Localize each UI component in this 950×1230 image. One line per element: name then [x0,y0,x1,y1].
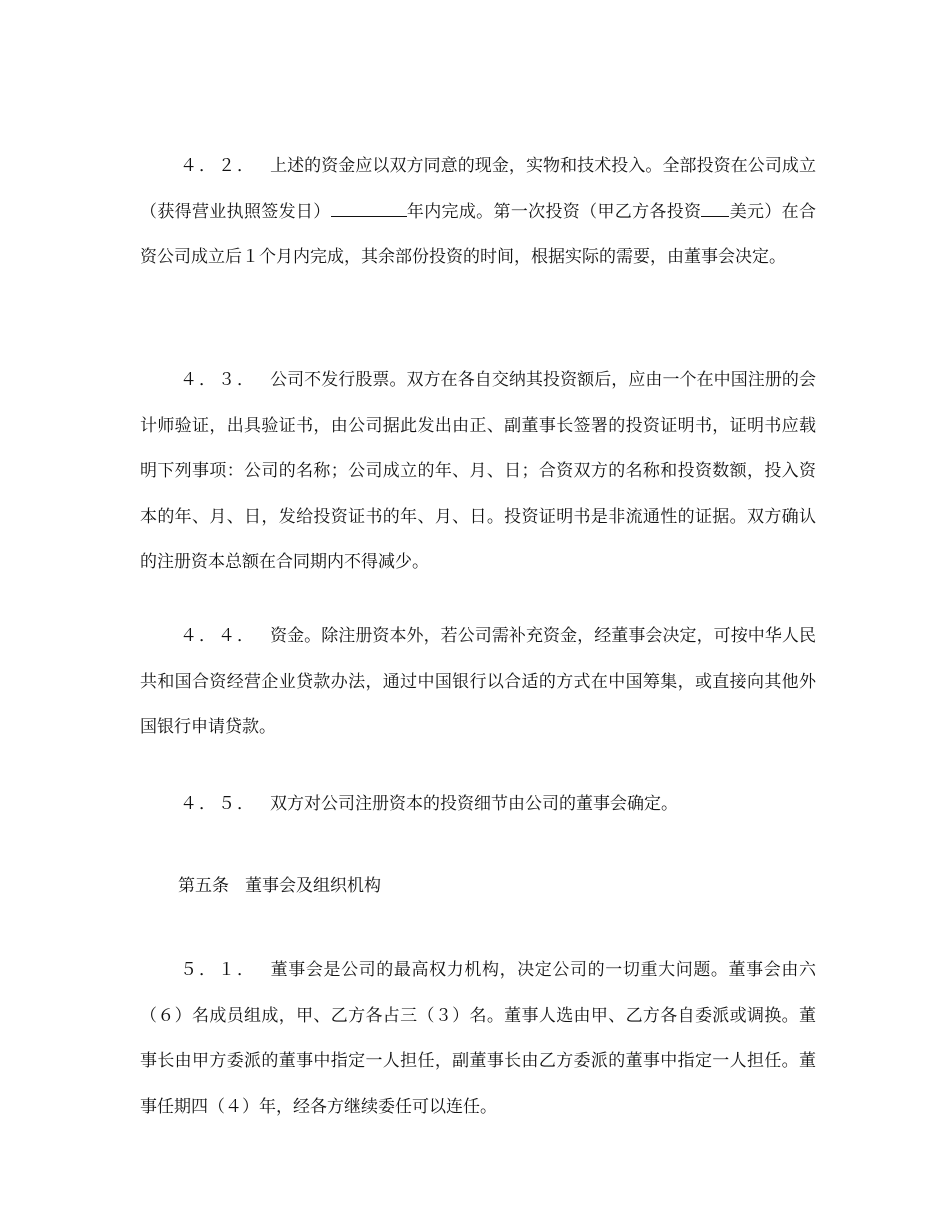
clause-text: 董事会是公司的最高权力机构，决定公司的一切重大问题。董事会由六（６）名成员组成，甲、乙方各占三（３）名。董事人选由甲、乙方各自委派或调换。董事长由甲方委派的董事中指定一人担任，副董事长由乙方委派的董事中指定一人担任。董事任期四（４）年，经各方继续委任可以连任。 [140,960,816,1117]
article-title: 董事会及组织机构 [245,876,381,896]
clause-text-part-c: 美元）在合资公司成立后１个月内完成，其余部份投资的时间，根据实际的需要，由董事会决定。 [140,201,817,267]
clause-text: 资金。除注册资本外，若公司需补充资金，经董事会决定，可按中华人民共和国合资经营企业贷款办法，通过中国银行以合适的方式在中国筹集，或直接向其他外国银行申请贷款。 [140,626,816,737]
clause-number: ５．１． [180,960,256,980]
clause-number: ４．３． [180,370,256,390]
clause-number: ４．５． [180,794,256,814]
clause-text-part-b: 年内完成。第一次投资（甲乙方各投资 [406,201,702,222]
clause-text: 公司不发行股票。双方在各自交纳其投资额后，应由一个在中国注册的会计师验证，出具验证书，由公司据此发出由正、副董事长签署的投资证明书，证明书应载明下列事项：公司的名称；公司成立的年、月、日；合资双方的名称和投资数额，投入资本的年、月、日，发给投资证书的年、月、日。投资证明书是非流通性的证据。双方确认的注册资本总额在合同期内不得减少。 [140,370,816,572]
article-label: 第五条 [178,876,229,896]
paragraph-4-2 [140,144,816,281]
paragraph-5-1 [140,948,816,1130]
clause-text: 双方对公司注册资本的投资细节由公司的董事会确定。 [270,794,678,814]
fill-in-blank-years [331,198,407,217]
paragraph-4-3 [140,358,816,586]
clause-number: ４．２． [180,156,256,176]
fill-in-blank-amount [701,198,729,217]
paragraph-4-5 [140,782,816,828]
article-5-heading [178,874,381,898]
clause-number: ４．４． [180,626,256,646]
clause-text-part-a: 上述的资金应以双方同意的现金，实物和技术投入。全部投资在公司成立（获得营业执照签发日） [140,156,816,222]
paragraph-4-4 [140,614,816,751]
